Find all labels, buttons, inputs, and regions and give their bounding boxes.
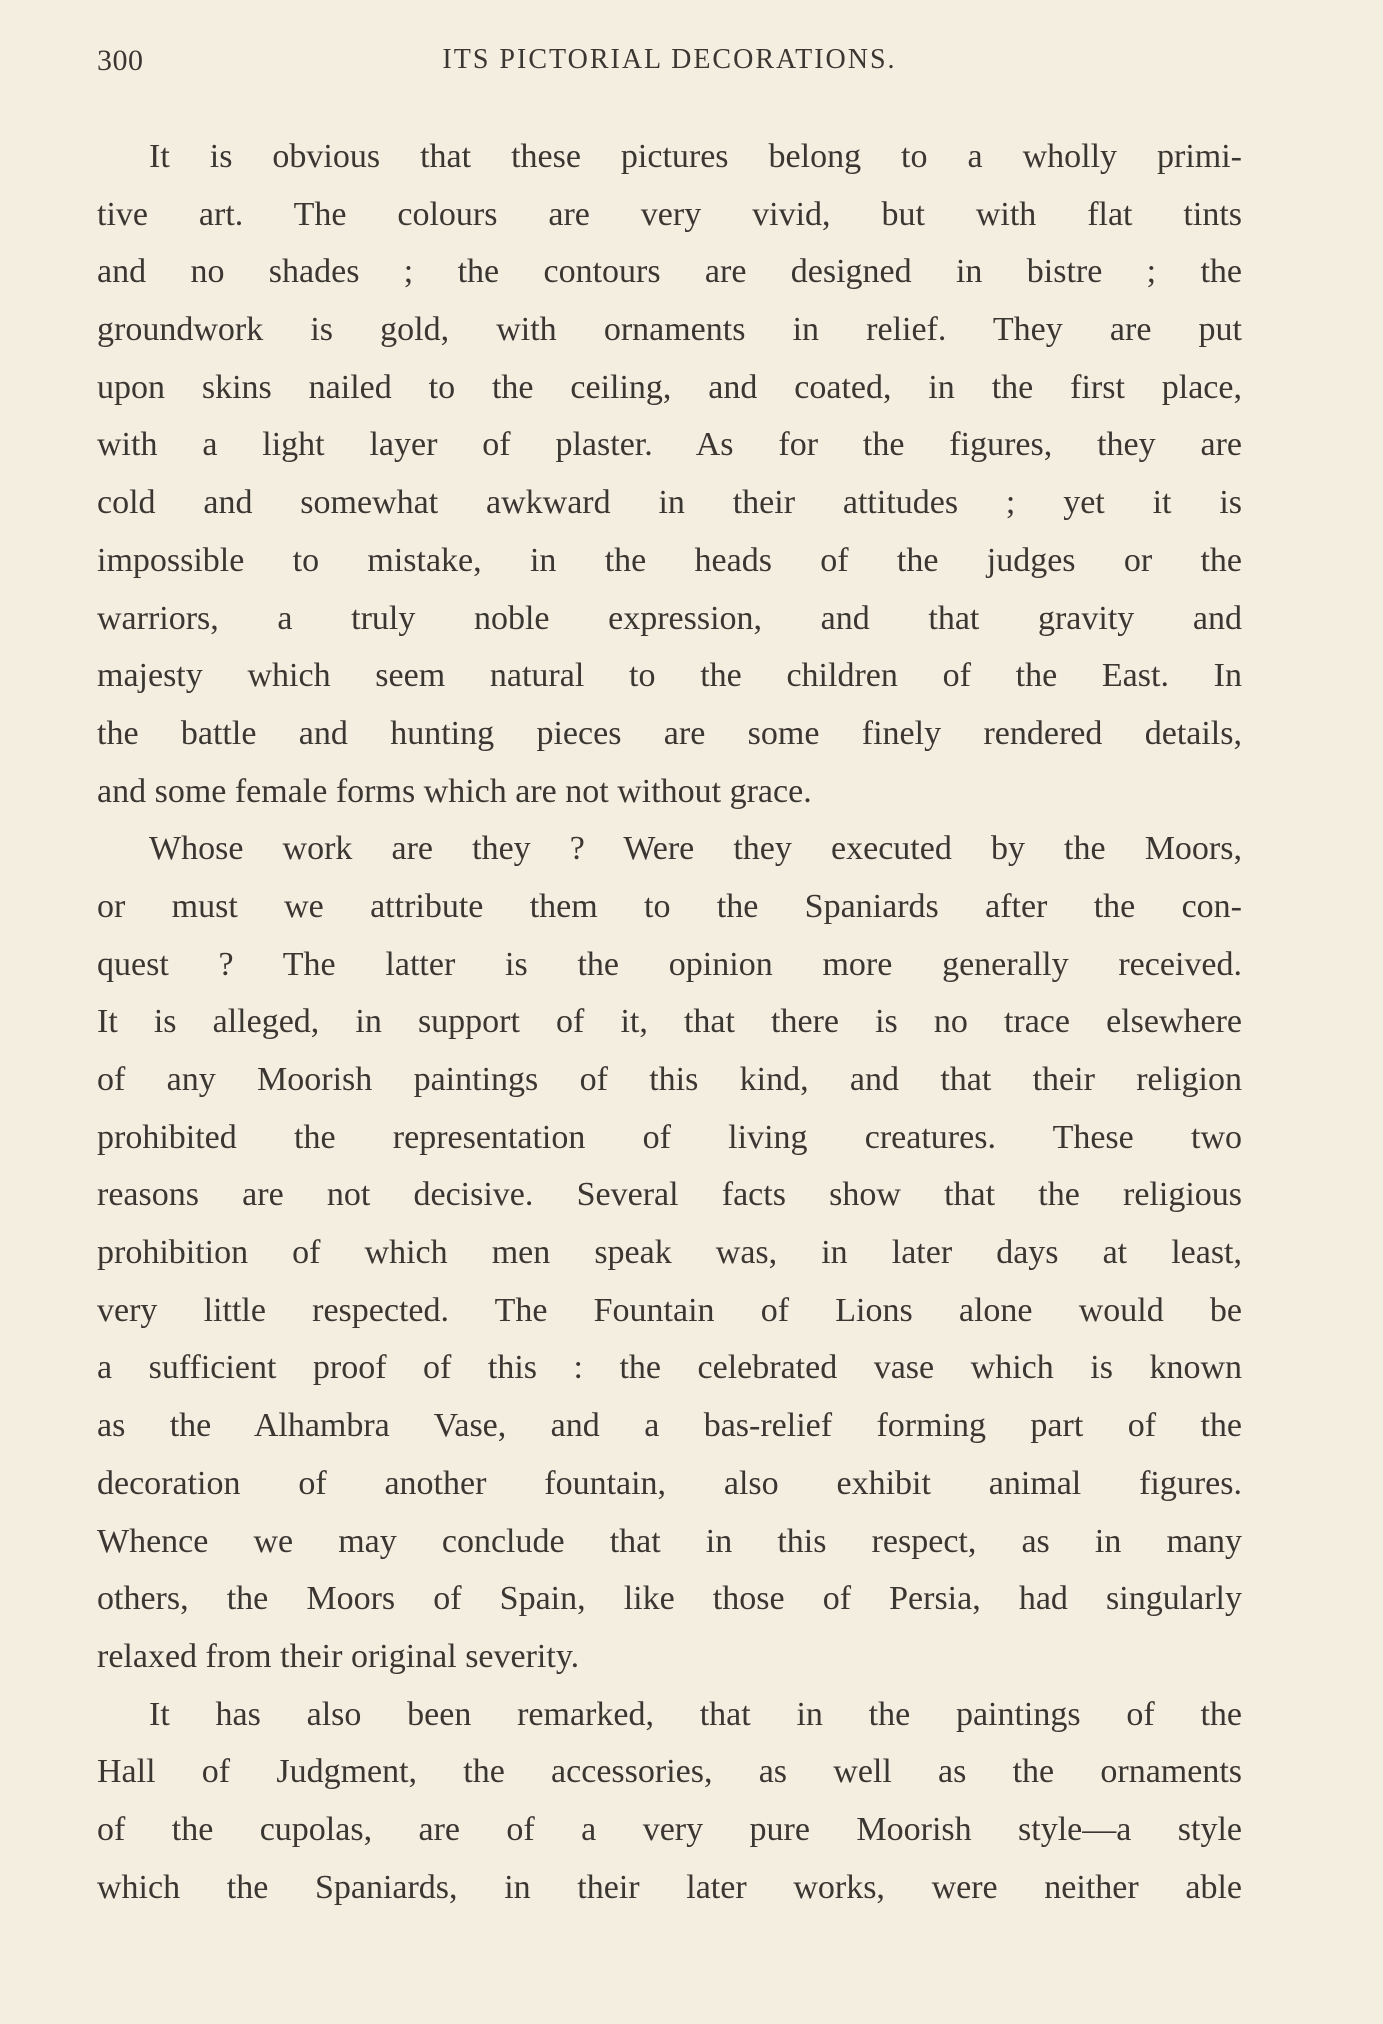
text-line: prohibition of which men speak was, in later days at least, [97,1234,1242,1272]
body-text [97,128,1242,1916]
text-line: the battle and hunting pieces are some finely rendered details, [97,714,1242,752]
text-line: It is alleged, in support of it, that there is no trace elsewhere [97,1003,1242,1041]
text-line: It has also been remarked, that in the paintings of the [149,1695,1242,1733]
page-number: 300 [97,44,144,77]
text-line: upon skins nailed to the ceiling, and coated, in the first place, [97,368,1242,406]
text-line: a sufficient proof of this : the celebrated vase which is known [97,1349,1242,1387]
text-line: decoration of another fountain, also exhibit animal figures. [97,1464,1242,1502]
text-line: which the Spaniards, in their later works, were neither able [97,1868,1242,1906]
text-line: Whence we may conclude that in this respect, as in many [97,1522,1242,1560]
text-line: and no shades ; the contours are designed in bistre ; the [97,253,1242,291]
text-line: majesty which seem natural to the children of the East. In [97,657,1242,695]
text-line: and some female forms which are not without grace. [97,772,812,810]
running-head [97,44,1242,88]
text-line: Hall of Judgment, the accessories, as well as the ornaments [97,1753,1242,1791]
text-line: warriors, a truly noble expression, and that gravity and [97,599,1242,637]
paragraph [97,1686,1242,1917]
text-line: tive art. The colours are very vivid, but with flat tints [97,195,1242,233]
text-line: Whose work are they ? Were they executed by the Moors, [149,830,1242,868]
text-line: relaxed from their original severity. [97,1637,580,1675]
text-line: with a light layer of plaster. As for the figures, they are [97,426,1242,464]
text-line: others, the Moors of Spain, like those of Persia, had singularly [97,1580,1242,1618]
text-line: or must we attribute them to the Spaniards after the con- [97,887,1242,925]
text-line: quest ? The latter is the opinion more generally received. [97,945,1242,983]
text-line: of any Moorish paintings of this kind, and that their religion [97,1061,1242,1098]
text-line: very little respected. The Fountain of Lions alone would be [97,1291,1242,1329]
paragraph [97,128,1242,820]
text-line: prohibited the representation of living creatures. These two [97,1118,1242,1156]
running-title: ITS PICTORIAL DECORATIONS. [442,44,897,75]
text-line: reasons are not decisive. Several facts show that the religious [97,1176,1242,1214]
paragraph [97,820,1242,1685]
text-line: impossible to mistake, in the heads of the judges or the [97,541,1242,579]
text-line: as the Alhambra Vase, and a bas-relief forming part of the [97,1407,1242,1445]
text-line: groundwork is gold, with ornaments in relief. They are put [97,311,1242,349]
text-line: It is obvious that these pictures belong to a wholly primi- [149,138,1242,175]
text-line: of the cupolas, are of a very pure Moorish style—a style [97,1810,1242,1848]
text-line: cold and somewhat awkward in their attitudes ; yet it is [97,484,1242,522]
